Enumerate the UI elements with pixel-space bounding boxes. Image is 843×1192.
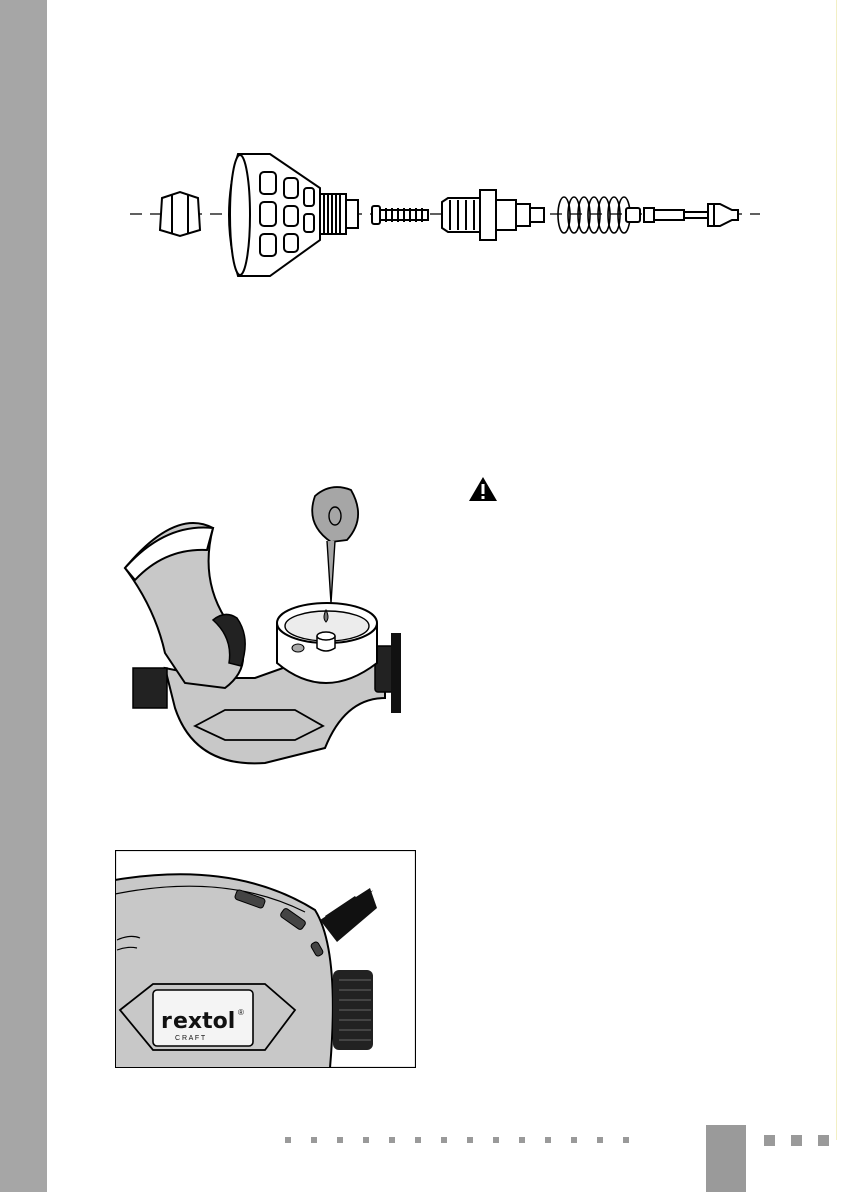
- footer-square: [764, 1135, 775, 1146]
- coil-spring-part: [558, 197, 630, 233]
- hex-nut-part: [160, 192, 200, 236]
- registered-mark: ®: [238, 1008, 244, 1017]
- left-margin-bar: [0, 0, 47, 1192]
- oil-lubrication-figure: [95, 478, 425, 783]
- brand-logo-text: extol: [173, 1009, 236, 1034]
- right-margin-rule: [836, 0, 837, 1140]
- valve-body-part: [442, 190, 544, 240]
- brand-subtext: C R A F T: [175, 1035, 206, 1042]
- oil-dropper: [312, 487, 358, 542]
- page-number-tab: [706, 1125, 746, 1192]
- needle-part: [626, 204, 738, 226]
- nozzle-cap-part: [229, 154, 358, 276]
- footer-square: [791, 1135, 802, 1146]
- small-spring-part: [372, 206, 428, 224]
- footer-dots: [285, 1137, 629, 1145]
- footer-square: [818, 1135, 829, 1146]
- warning-triangle-icon: [468, 476, 498, 502]
- brand-logo: r: [161, 1009, 172, 1034]
- exploded-parts-diagram: [120, 148, 770, 288]
- adjust-knob: [333, 970, 373, 1050]
- control-panel-figure: [115, 850, 416, 1068]
